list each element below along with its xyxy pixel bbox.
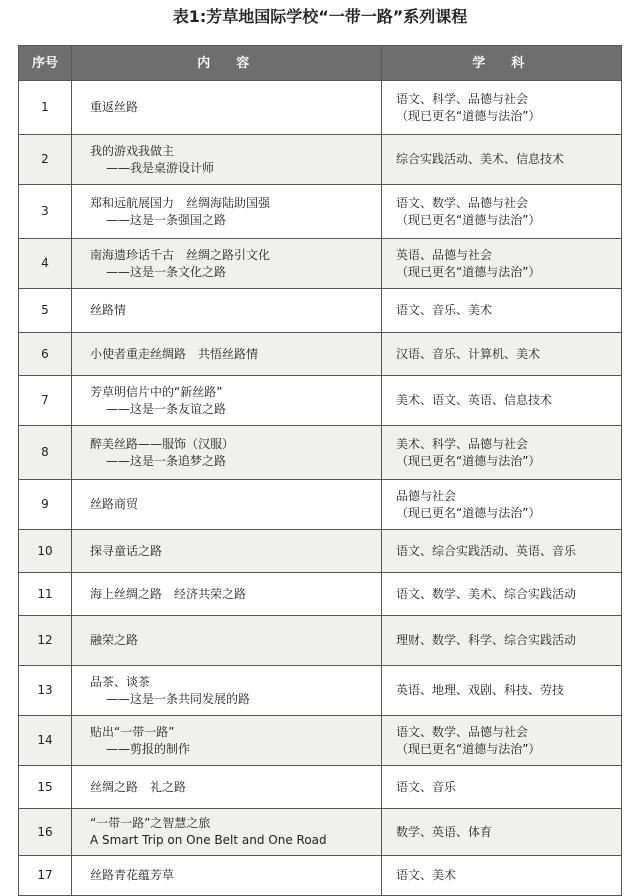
row-number: 11 — [19, 573, 72, 615]
row-subject — [382, 81, 621, 134]
content-line: 融荣之路 — [90, 633, 139, 647]
content-line: 品茶、谈茶 — [90, 674, 151, 689]
content-line: 郑和远航展国力 丝绸海陆助国强 — [90, 195, 271, 210]
row-subject — [382, 616, 621, 665]
row-subject — [382, 480, 621, 529]
content-line: 丝绸之路 礼之路 — [90, 779, 187, 794]
row-subject — [382, 376, 621, 425]
row-subject — [382, 239, 621, 288]
row-subject — [382, 573, 621, 615]
table-header-row — [19, 46, 621, 80]
table-row — [19, 332, 621, 375]
row-content — [72, 376, 382, 425]
row-content — [72, 809, 382, 855]
content-line: 小使者重走丝绸路 共悟丝路情 — [90, 346, 259, 361]
row-subject — [382, 666, 621, 715]
course-table — [18, 45, 622, 896]
row-content — [72, 716, 382, 765]
content-line: ——剪报的制作 — [106, 741, 191, 756]
row-content — [72, 530, 382, 572]
table-row — [19, 375, 621, 425]
row-number: 7 — [19, 376, 72, 425]
row-number: 10 — [19, 530, 72, 572]
subject-line: （现已更名“道德与法治”） — [396, 505, 541, 520]
content-line: 南海遗珍话千古 丝绸之路引文化 — [90, 247, 271, 262]
content-line: “一带一路”之智慧之旅 — [90, 816, 211, 830]
row-subject — [382, 809, 621, 855]
subject-line: （现已更名“道德与法治”） — [396, 741, 541, 756]
content-line: 探寻童话之路 — [90, 543, 163, 558]
row-number: 13 — [19, 666, 72, 715]
table-row — [19, 288, 621, 332]
table-row — [19, 80, 621, 134]
row-subject — [382, 289, 621, 332]
subject-line: （现已更名“道德与法治”） — [396, 453, 541, 468]
subject-line: （现已更名“道德与法治”） — [396, 264, 541, 279]
row-subject — [382, 426, 621, 479]
table-row — [19, 134, 621, 184]
table-row — [19, 765, 621, 808]
subject-line: 品德与社会 — [396, 488, 457, 503]
row-number: 15 — [19, 766, 72, 808]
row-content — [72, 573, 382, 615]
subject-line: 英语、品德与社会 — [396, 247, 493, 262]
subject-line: 汉语、音乐、计算机、美术 — [396, 346, 541, 361]
table-row — [19, 572, 621, 615]
table-row — [19, 479, 621, 529]
content-line: 醉美丝路——服饰（汉服） — [90, 436, 235, 451]
header-subject: 学 科 — [472, 55, 531, 71]
header-content: 内 容 — [72, 46, 382, 80]
table-row — [19, 665, 621, 715]
content-line: 我的游戏我做主 — [90, 143, 175, 158]
row-content — [72, 766, 382, 808]
row-subject — [382, 333, 621, 375]
row-number: 14 — [19, 716, 72, 765]
row-content — [72, 81, 382, 134]
content-line: ——这是一条文化之路 — [106, 264, 227, 279]
subject-line: 美术、语文、英语、信息技术 — [396, 393, 553, 407]
row-content — [72, 185, 382, 238]
content-line: 贴出“一带一路” — [90, 724, 175, 739]
table-row — [19, 184, 621, 238]
table-title: 表1:芳草地国际学校“一带一路”系列课程 — [172, 7, 468, 26]
row-number: 9 — [19, 480, 72, 529]
table-row — [19, 425, 621, 479]
row-number: 5 — [19, 289, 72, 332]
row-number: 4 — [19, 239, 72, 288]
row-content — [72, 289, 382, 332]
content-line: 芳草明信片中的“新丝路” — [90, 384, 223, 399]
subject-line: 综合实践活动、美术、信息技术 — [396, 152, 565, 166]
subject-line: （现已更名“道德与法治”） — [396, 108, 541, 123]
header-no: 序号 — [19, 46, 72, 80]
table-row — [19, 855, 621, 895]
row-number: 1 — [19, 81, 72, 134]
row-content — [72, 666, 382, 715]
subject-line: 数学、英语、体育 — [396, 824, 493, 839]
content-line: ——我是桌游设计师 — [106, 160, 215, 175]
row-number: 2 — [19, 135, 72, 184]
subject-line: 理财、数学、科学、综合实践活动 — [396, 633, 577, 647]
table-row — [19, 238, 621, 288]
row-subject — [382, 185, 621, 238]
subject-line: 语文、科学、品德与社会 — [396, 91, 529, 106]
content-line: 重返丝路 — [90, 100, 139, 114]
row-content — [72, 239, 382, 288]
subject-line: 语文、综合实践活动、英语、音乐 — [396, 543, 577, 558]
content-line: ——这是一条强国之路 — [106, 212, 227, 227]
content-line: A Smart Trip on One Belt and One Road — [90, 833, 327, 847]
subject-line: 语文、音乐、美术 — [396, 303, 493, 317]
table-row — [19, 615, 621, 665]
content-line: ——这是一条共同发展的路 — [106, 691, 251, 706]
subject-line: 语文、数学、美术、综合实践活动 — [396, 586, 577, 601]
row-subject — [382, 716, 621, 765]
row-subject — [382, 530, 621, 572]
content-line: 海上丝绸之路 经济共荣之路 — [90, 586, 247, 601]
table-row — [19, 529, 621, 572]
subject-line: 美术、科学、品德与社会 — [396, 436, 529, 451]
row-subject — [382, 766, 621, 808]
content-line: 丝路情 — [90, 303, 127, 317]
row-number: 3 — [19, 185, 72, 238]
content-line: 丝路青花蕴芳草 — [90, 868, 175, 882]
subject-line: 语文、数学、品德与社会 — [396, 195, 529, 210]
row-number: 17 — [19, 856, 72, 895]
row-subject — [382, 135, 621, 184]
content-line: 丝路商贸 — [90, 497, 139, 511]
subject-line: （现已更名“道德与法治”） — [396, 212, 541, 227]
row-number: 12 — [19, 616, 72, 665]
subject-line: 语文、美术 — [396, 868, 457, 882]
row-content — [72, 135, 382, 184]
table-row — [19, 715, 621, 765]
subject-line: 语文、数学、品德与社会 — [396, 724, 529, 739]
row-number: 8 — [19, 426, 72, 479]
row-number: 16 — [19, 809, 72, 855]
row-number: 6 — [19, 333, 72, 375]
table-row — [19, 808, 621, 855]
row-subject — [382, 856, 621, 895]
row-content — [72, 480, 382, 529]
subject-line: 语文、音乐 — [396, 779, 457, 794]
row-content — [72, 426, 382, 479]
row-content — [72, 856, 382, 895]
content-line: ——这是一条友谊之路 — [106, 401, 227, 416]
subject-line: 英语、地理、戏剧、科技、劳技 — [396, 683, 565, 697]
row-content — [72, 616, 382, 665]
content-line: ——这是一条追梦之路 — [106, 453, 227, 468]
row-content — [72, 333, 382, 375]
